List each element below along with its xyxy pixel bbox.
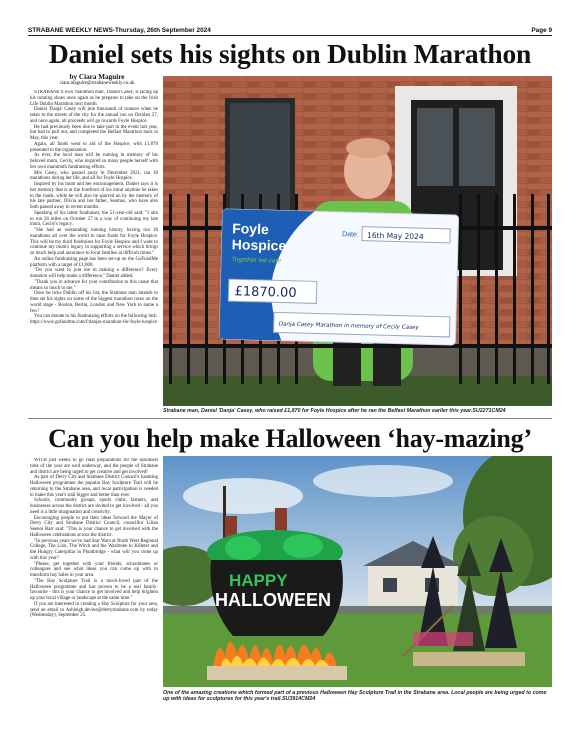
cheque-from-label: From: [227, 312, 268, 330]
paragraph: Again, all funds went to aid of the Hospice, with £1,870 presented to the organisation. [30, 141, 158, 153]
paragraph: WITH just weeks to go final preparations for the spookiest time of the year are well underway, and the people of Strabane and district are being urged to get creative and get involved! [30, 458, 158, 475]
paragraph: Speaking of his latest fundraiser, the 51-year-old said: "I aim to run 26 miles on October 27 in a way of continuing my late mum, Cecily's legacy. [30, 210, 158, 228]
article-body [30, 90, 158, 412]
cheque-tagline: Together we care [231, 256, 282, 265]
byline [36, 73, 158, 86]
cheque-amount: £1870.00 [234, 284, 297, 301]
paragraph: Schools, community groups, sports clubs, farmers, and businesses across the district are invited to get involved - all you need is a little imagination and creativity. [30, 498, 158, 515]
cheque-org-line1: Foyle [232, 220, 269, 238]
photo-illustration [163, 76, 552, 406]
paragraph: "She had an outstanding running history, having run 18 marathons all over the world to raise funds for Foyle Hospice. This will be my third fundraiser for Foyle Hospice and I want to continue my mum's legacy in supporting a service which brings so much help and assurance to local families at difficult times." [30, 228, 158, 256]
page-folio [28, 26, 552, 36]
paragraph: "The Hay Sculpture Trail is a much-loved part of the Halloween programme and has proven to be a real family-favourite - this is your chance to get involved and help brighten up your local village or landscape at the same time." [30, 578, 158, 601]
page-number: Page 9 [531, 27, 552, 34]
article-body [30, 458, 158, 720]
donation-link[interactable]: https://www.gofundme.com/f/danjas-marathon-for-foyle-hospice [30, 320, 157, 325]
photo-caption: Strabane man, Daniel 'Danja' Casey, who raised £1,870 for Foyle Hospice after he ran the Belfast Marathon earlier this year.SU2271CM24 [163, 408, 506, 414]
cheque-from-text: Danja Casey Marathon in memory of Cecily Casey [278, 321, 419, 332]
photo-illustration [163, 456, 552, 687]
photo-hay-sculpture [163, 456, 552, 687]
article-headline: Daniel sets his sights on Dublin Marathon [48, 38, 532, 69]
cheque-org-line2: Hospice [231, 236, 287, 254]
article-headline: Can you help make Halloween ‘hay-mazing’ [48, 424, 532, 453]
paragraph: "Do you want to join me in making a difference? Every donation will help make a difference," Daniel added. [30, 268, 158, 279]
paragraph: "Please, get together with your friends, schoolmates or colleagues and see what ideas you can come up with to transform hay bales in your area. [30, 561, 158, 578]
paragraph: "Thank you in advance for your contribution to this cause that means so much to me." [30, 279, 158, 291]
byline-email: ciara.maguire@strabaneweekly.co.uk [59, 81, 135, 86]
paragraph: Mrs Casey, who passed away in December 2021, ran 18 marathons during her life, and all for Foyle Hospice. [30, 170, 158, 182]
paragraph: He had previously been due to take part in the event last year, but had to pull out, and completed the Belfast Marathon back in May, this year. [30, 124, 158, 141]
paragraph: Daniel 'Danja' Casey will join thousands of runners when he takes to the streets of the city for the annual run on October 27, and once again, all proceeds will go towards Foyle Hospice. [30, 107, 158, 124]
sculpture-text-line1: HAPPY [229, 571, 288, 590]
cheque-date: 16th May 2024 [366, 230, 424, 242]
paragraph: Encouraging people to put their ideas forward the Mayor of Derry City and Strabane District Council, councillor Lilian Seenoi Barr said: "This is your chance to get involved with the Halloween celebrations across the district. [30, 515, 158, 538]
paragraph: As part of Derry City and Strabane District Council's haunting Halloween programme the popular Hay Sculpture Trail will be returning to the Strabane area, and local participation is needed to make this year's trail bigger and better than ever. [30, 475, 158, 498]
cheque-date-label: Date: [341, 231, 359, 239]
paragraph: "In previous years we've had Star Wars at North West Regional College, The Lion, The Witch and the Wardrobe in Killeter and the Hungry Caterpillar in Plumbridge - what will you come up with this year? [30, 538, 158, 561]
section-divider [28, 418, 552, 419]
folio-date: STRABANE WEEKLY NEWS-Thursday, 26th September 2024 [28, 27, 211, 34]
paragraph: Inspired by his mum and her encouragement, Daniel says it is her memory that is at the forefront of his mind anytime he takes to the roads, while he will also be spurred on by the memory of his late partner, Olivia and her father, Seamus, who have also both passed away in recent months. [30, 182, 158, 210]
paragraph: STRABANE'S own 'marathon man', Daniel Casey, is lacing up his running shoes once again as he prepares to take on the Irish Life Dublin Marathon next month. [30, 90, 158, 107]
paragraph: If you are interested in creating a Hay Sculpture for your area, send an email to Ashleigh.devine@derrystrabane.com by today (Wednesday), September 25. [30, 601, 158, 619]
photo-caption: One of the amazing creations which formed part of a previous Halloween Hay Sculpture Trail in the Strabane area. Local people are being urged to come up with ideas for sculptures for this year's trail.SU3914CM24 [163, 690, 547, 703]
sculpture-text-line2: HALLOWEEN [215, 590, 331, 610]
photo-cheque-presentation [163, 76, 552, 406]
paragraph: Once he ticks Dublin off his list, the Strabane man intends to then set his sights on some of the biggest marathon races on the world stage - Boston, Berlin, London and New York to name a few! [30, 291, 158, 314]
byline-author: by Ciara Maguire [69, 73, 125, 81]
paragraph: As ever, the local man will be running in memory of his beloved mum, Cecily, who inspired so many people herself with her own mammoth fundraising efforts. [30, 153, 158, 170]
paragraph: You can donate to his fundraising efforts on the following link: [34, 314, 158, 320]
paragraph: An online fundraising page has been set-up on the GoFundMe platform with a target of £1,000. [30, 256, 158, 268]
